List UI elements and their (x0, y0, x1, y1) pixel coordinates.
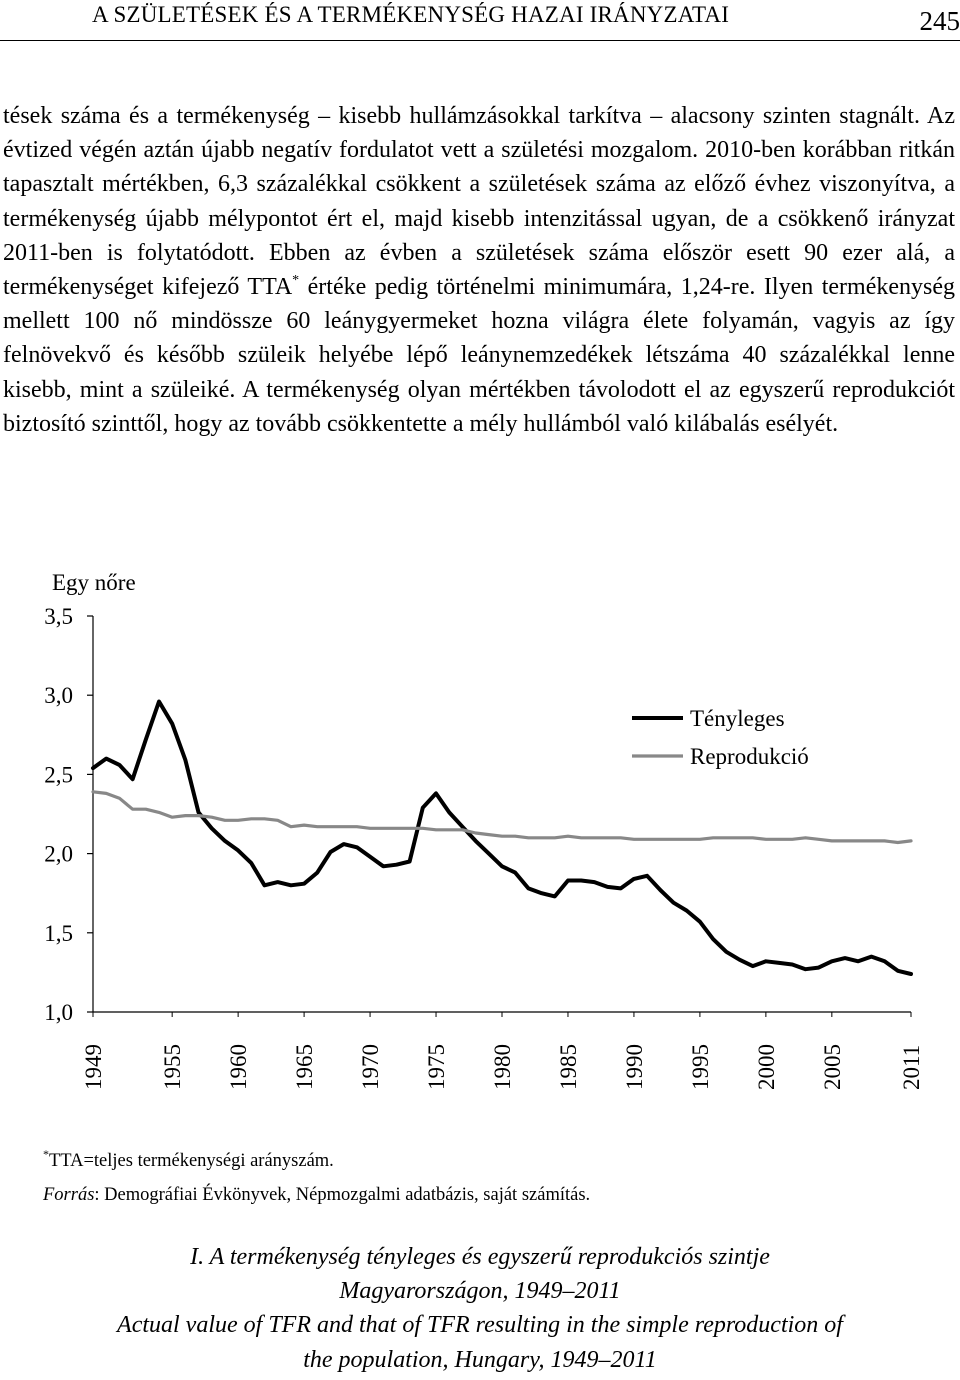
x-tick-label: 1960 (226, 1044, 252, 1090)
x-tick-label: 1985 (555, 1044, 581, 1090)
y-tick-label: 1,0 (44, 1000, 73, 1025)
header-rule (0, 40, 960, 41)
x-tick-label: 1949 (81, 1044, 106, 1090)
page-number: 245 (919, 6, 960, 36)
x-tick-label: 1970 (358, 1044, 384, 1090)
source-note (43, 1181, 590, 1209)
x-tick-label: 1955 (160, 1044, 186, 1090)
x-tick-label: 1980 (490, 1044, 515, 1090)
footnote-marker: * (43, 1147, 49, 1161)
x-tick-label: 1990 (621, 1044, 647, 1090)
caption-line-en-1: Actual value of TFR and that of TFR resulting in the simple reproduction of (117, 1312, 843, 1339)
body-text-part1: tések száma és a termékenység – kisebb hullámzásokkal tarkítva – alacsony szinten stagnált. Az évtized végén aztán újabb negatív fordulatot vett a születési mozgalom. 2010-ben korábban ritkán tapasztalt mértékben, 6,3 százalékkal csökkent a születések száma az előző évhez viszonyítva, a termékenység újabb mélypontot ért el, majd kisebb intenzitással ugyan, de a csökkenő irányzat 2011-ben is folytatódott. Ebben az évben a születések száma először esett 90 ezer alá, a termékenységet kifejező TTA (3, 103, 955, 301)
legend-label: Tényleges (690, 706, 785, 731)
y-tick-label: 3,0 (44, 683, 73, 709)
footnote-text: TTA=teljes termékenységi arányszám. (49, 1151, 334, 1171)
body-paragraph (3, 99, 955, 441)
y-tick-label: 2,5 (44, 762, 73, 788)
source-text: : Demográfiai Évkönyvek, Népmozgalmi adatbázis, saját számítás. (94, 1185, 591, 1205)
source-label: Forrás (43, 1185, 95, 1205)
series-line-reproduction (93, 792, 911, 843)
x-tick-label: 1995 (687, 1044, 713, 1090)
y-axis-label: Egy nőre (52, 570, 136, 595)
caption-line-en-2: the population, Hungary, 1949–2011 (303, 1346, 657, 1373)
x-tick-label: 1965 (292, 1044, 318, 1090)
legend-label: Reprodukció (690, 744, 809, 769)
footnote (43, 1147, 334, 1175)
body-text-part2: értéke pedig történelmi minimumára, 1,24-re. Ilyen termékenység mellett 100 nő mindössze 60 leánygyermeket hozna világra élete folyamán, vagyis az így felnövekvő és később szüleik helyébe lépő leánynemzedékek létszáma 40 százalékkal lenne kisebb, mint a szüleiké. A termékenység olyan mértékben távolodott el az egyszerű reprodukciót biztosító szinttől, hogy az tovább csökkentette a mély hullámból való kilábalás esélyét. (3, 274, 955, 437)
y-tick-label: 1,5 (44, 920, 73, 946)
y-tick-label: 3,5 (44, 604, 73, 629)
caption-line-hu-1: I. A termékenység tényleges és egyszerű reprodukciós szintje (190, 1244, 770, 1270)
x-tick-label: 1975 (424, 1044, 450, 1090)
x-tick-label: 2000 (753, 1044, 779, 1090)
running-header (0, 0, 960, 46)
running-title: A SZÜLETÉSEK ÉS A TERMÉKENYSÉG HAZAI IRÁNYZATAI (92, 2, 730, 27)
x-tick-label: 2011 (899, 1044, 924, 1090)
fertility-chart (0, 560, 960, 1110)
fertility-chart-svg (0, 560, 960, 1110)
footnote-reference: * (292, 273, 300, 289)
figure-caption (0, 1240, 960, 1377)
y-tick-label: 2,0 (44, 841, 73, 867)
caption-line-hu-2: Magyarországon, 1949–2011 (339, 1278, 621, 1305)
x-tick-label: 2005 (819, 1044, 845, 1090)
